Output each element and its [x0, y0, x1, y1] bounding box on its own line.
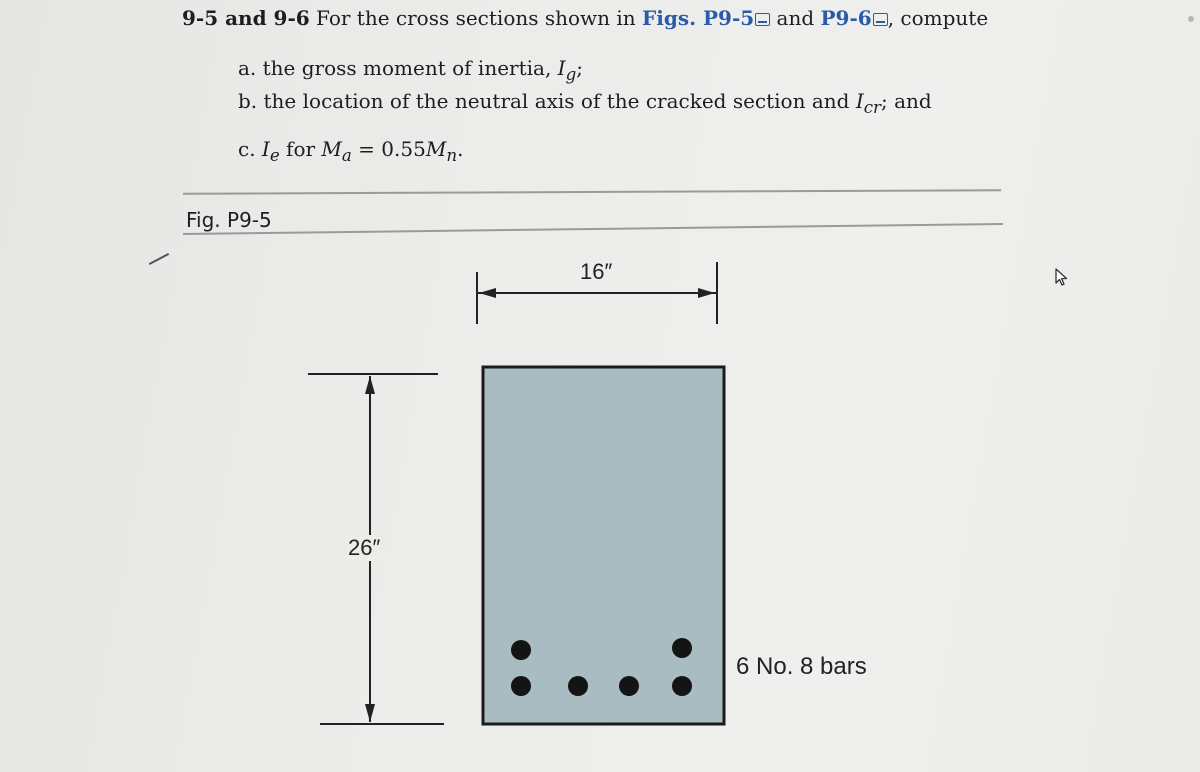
figure-label: Fig. P9-5	[186, 208, 272, 232]
width-dimension-label: 16″	[580, 259, 613, 284]
item-c-mid: for	[279, 137, 322, 161]
arrow-down-icon	[365, 704, 375, 722]
height-dimension-label: 26″	[348, 535, 381, 560]
symbol-i: I	[261, 137, 270, 161]
rebar-dot	[511, 676, 531, 696]
rebar-dot	[511, 640, 531, 660]
symbol-m: M	[321, 137, 342, 161]
rebar-dot	[619, 676, 639, 696]
rebar-dot	[672, 676, 692, 696]
symbol-i: I	[855, 89, 864, 113]
subscript-a: a	[341, 146, 352, 165]
cursor-icon	[1054, 268, 1070, 290]
subscript-n: n	[446, 146, 458, 165]
item-c-end: .	[457, 137, 464, 161]
item-c-eq: = 0.55	[351, 137, 426, 161]
item-b-text: b. the location of the neutral axis of the cracked section and	[238, 89, 856, 113]
fig-p9-5-link[interactable]: Figs. P9-5	[642, 6, 755, 30]
problem-and: and	[770, 6, 821, 30]
subscript-cr: cr	[863, 98, 882, 117]
fig-p9-6-link[interactable]: P9-6	[820, 6, 872, 30]
item-a-text: a. the gross moment of inertia,	[238, 56, 558, 80]
subscript-g: g	[565, 65, 577, 84]
beam-cross-section	[483, 367, 724, 724]
rebar-dot	[568, 676, 588, 696]
arrow-right-icon	[698, 288, 715, 298]
arrow-left-icon	[479, 288, 496, 298]
item-a-suffix: ;	[576, 56, 583, 80]
subscript-e: e	[269, 146, 280, 165]
edge-dot	[1188, 16, 1194, 22]
symbol-i: I	[557, 56, 566, 80]
problem-compute: , compute	[887, 6, 989, 30]
arrow-up-icon	[365, 376, 375, 394]
problem-intro: For the cross sections shown in	[309, 6, 643, 30]
problem-numbers: 9-5 and 9-6	[182, 6, 310, 30]
item-c-prefix: c.	[238, 137, 262, 161]
rebar-dot	[672, 638, 692, 658]
rebar-label: 6 No. 8 bars	[736, 653, 867, 680]
symbol-m: M	[425, 137, 447, 161]
item-b-suffix: ; and	[881, 89, 932, 113]
